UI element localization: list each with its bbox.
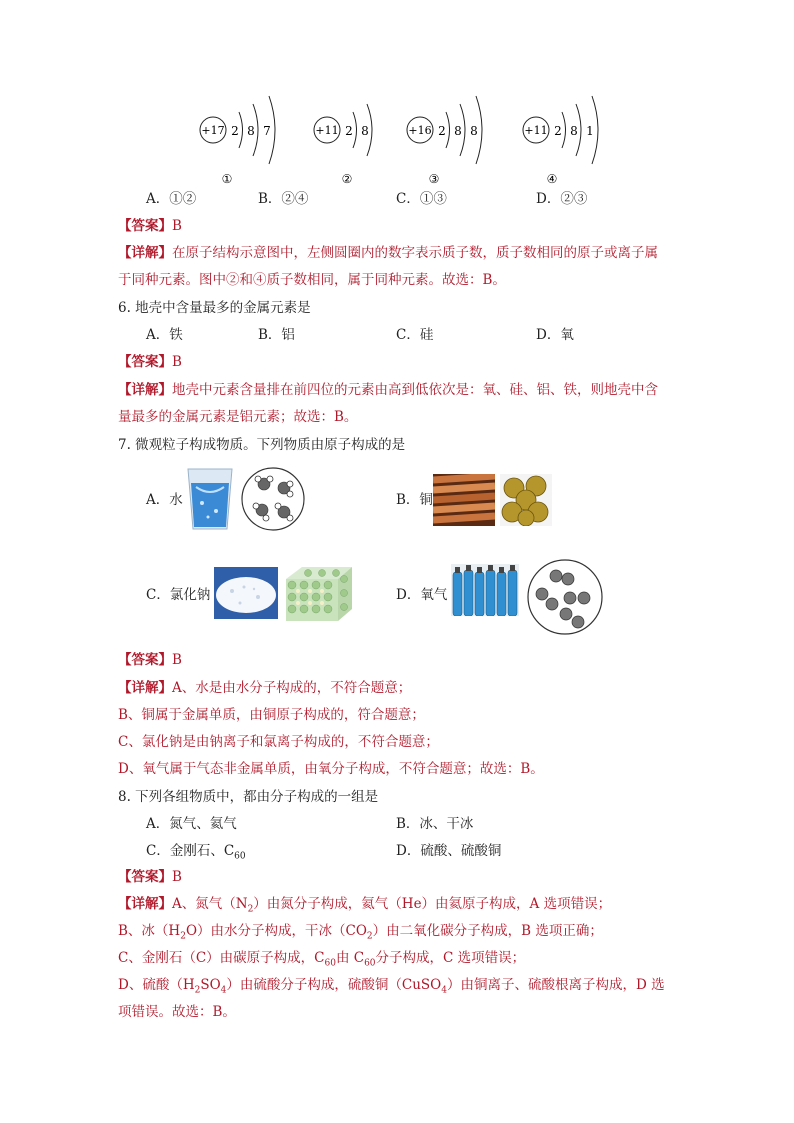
- detail-text: 在原子结构示意图中，左侧圆圈内的数字表示质子数，质子数相同的原子或离子属: [172, 245, 658, 261]
- atom-shell-2-1: 2: [345, 124, 353, 138]
- atom-structure-diagrams: [180, 90, 620, 190]
- q7-detail-line-c: C、氯化钠是由钠离子和氯离子构成的，不符合题意；: [118, 734, 439, 750]
- answer-value: B: [172, 652, 182, 668]
- q7-detail-line-d: D、氧气属于气态非金属单质，由氧分子构成，不符合题意；故选：B。: [118, 761, 544, 777]
- q7-answer-line: [118, 650, 182, 670]
- atom-nucleus-1: +17: [201, 124, 225, 137]
- oxygen-cylinders-image: [451, 564, 519, 616]
- atom-label-4: ④: [546, 172, 558, 186]
- q8-detail-line-a: [118, 894, 611, 920]
- q8-option-a: A．氮气、氦气: [146, 816, 237, 832]
- oxygen-molecule-model: [526, 558, 604, 636]
- salt-crystals-image: [214, 567, 278, 619]
- q7-detail-line-a: [118, 678, 411, 698]
- atom-diagram-3: [407, 96, 482, 186]
- answer-value: B: [172, 218, 182, 234]
- q6-option-d: D．氧: [536, 327, 574, 343]
- q8-detail-line-d: D、硫酸$(H_2SO_4)$由硫酸分子构成，硫酸铜（CuSO$_4$）由铜离子、硫酸根离子构成，D 选: [118, 977, 665, 996]
- q8-option-d: D．硫酸、硫酸铜: [396, 843, 502, 859]
- q6-detail-line-1: [118, 380, 658, 400]
- atom-shell-3-1: 2: [438, 124, 446, 138]
- q7-option-b-label: B．铜: [396, 492, 433, 508]
- detail-tag: 【详解】: [118, 896, 172, 912]
- atom-shell-3-3: 8: [470, 124, 478, 138]
- q7-option-a-label: A．水: [146, 492, 183, 508]
- detail-tag: 【详解】: [118, 245, 172, 261]
- atom-nucleus-4: +11: [524, 124, 548, 137]
- atom-shell-1-2: 8: [247, 124, 255, 138]
- q6-stem: 6. 地壳中含量最多的金属元素是: [118, 300, 311, 316]
- q5-option-b: B．②④: [258, 191, 309, 207]
- atom-diagram-4: [523, 96, 598, 186]
- q7-stem: 7. 微观粒子构成物质。下列物质由原子构成的是: [118, 437, 406, 453]
- answer-tag: 【答案】: [118, 652, 172, 668]
- q6-option-b: B．铝: [258, 327, 295, 343]
- q7-option-c-label: C．氯化钠: [146, 587, 211, 603]
- atom-shell-1-3: 7: [263, 124, 271, 138]
- answer-tag: 【答案】: [118, 218, 172, 234]
- q8-detail-line-d2: 项错误。故选：B。: [118, 1004, 236, 1020]
- q7-option-d-label: D．氧气: [396, 587, 448, 603]
- answer-tag: 【答案】: [118, 869, 172, 885]
- detail-text: 地壳中元素含量排在前四位的元素由高到低依次是：氧、硅、铝、铁，则地壳中含: [172, 382, 658, 398]
- q6-option-c: C．硅: [396, 327, 434, 343]
- copper-pipes-image: [433, 474, 495, 526]
- atom-shell-4-3: 1: [586, 124, 594, 138]
- q8-option-c-sub: 60: [234, 851, 246, 862]
- atom-label-3: ③: [428, 172, 440, 186]
- nacl-lattice-model: [282, 565, 354, 623]
- answer-tag: 【答案】: [118, 354, 172, 370]
- q5-option-a: A．①②: [146, 191, 197, 207]
- detail-tag: 【详解】: [118, 680, 172, 696]
- detail-tag: 【详解】: [118, 382, 172, 398]
- q8-option-c-text: C．金刚石、C: [146, 843, 235, 859]
- q6-detail-line-2: 量最多的金属元素是铝元素；故选：B。: [118, 409, 358, 425]
- atom-diagram-1: [200, 96, 275, 186]
- atom-shell-4-1: 2: [554, 124, 562, 138]
- atom-shell-1-1: 2: [231, 124, 239, 138]
- q5-option-c: C．①③: [396, 191, 447, 207]
- q5-answer-line: [118, 216, 182, 236]
- atom-shell-3-2: 8: [454, 124, 462, 138]
- q8-answer-line: [118, 867, 182, 887]
- copper-atom-model: [500, 474, 552, 526]
- q5-option-d: D．②③: [536, 191, 588, 207]
- q8-detail-line-b: B、冰$(H_2O)$由水分子构成，干冰$(CO_2)$由二氧化碳分子构成，B 选项正确；: [118, 923, 603, 942]
- atom-diagram-2: [314, 104, 372, 186]
- q6-option-a: A．铁: [146, 327, 183, 343]
- q5-detail-line-1: [118, 243, 658, 263]
- q8-option-b: B．冰、干冰: [396, 816, 474, 832]
- water-molecule-model: [240, 466, 306, 532]
- detail-text-a: A、氮气$(N_2)$由氮分子构成，氦气（He）由氦原子构成，A 选项错误；: [172, 896, 612, 915]
- atom-label-1: ①: [221, 172, 233, 186]
- atom-nucleus-2: +11: [315, 124, 339, 137]
- atom-label-2: ②: [341, 172, 353, 186]
- detail-text: A、水是由水分子构成的，不符合题意；: [172, 680, 412, 696]
- q7-detail-line-b: B、铜属于金属单质，由铜原子构成的，符合题意；: [118, 707, 425, 723]
- q8-detail-line-c: C、金刚石（C）由碳原子构成，$C_{60}$由 $C_{60}$分子构成，C 选项错误；: [118, 950, 526, 969]
- atom-shell-2-2: 8: [361, 124, 369, 138]
- water-glass-image: [186, 467, 234, 531]
- q5-detail-line-2: 于同种元素。图中②和④质子数相同，属于同种元素。故选：B。: [118, 272, 506, 288]
- q8-stem: 8. 下列各组物质中，都由分子构成的一组是: [118, 789, 379, 805]
- atom-nucleus-3: +16: [408, 124, 432, 137]
- q6-answer-line: [118, 352, 182, 372]
- answer-value: B: [172, 354, 182, 370]
- atom-shell-4-2: 8: [570, 124, 578, 138]
- answer-value: B: [172, 869, 182, 885]
- q8-option-c: [146, 841, 246, 867]
